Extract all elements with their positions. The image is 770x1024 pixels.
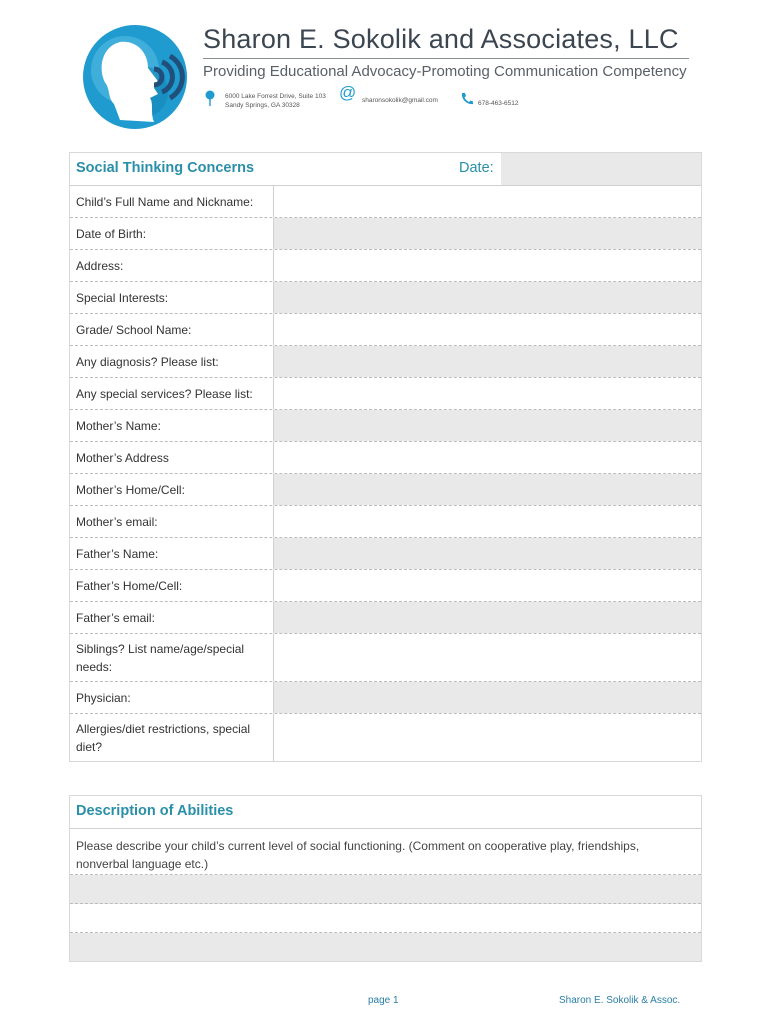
form-row	[70, 282, 701, 314]
date-label: Date:	[459, 160, 494, 176]
field-label: Father’s email:	[70, 602, 274, 633]
address-line-2: Sandy Springs, GA 30328	[225, 102, 300, 109]
contact-address	[225, 92, 326, 110]
siblings-field[interactable]	[274, 634, 701, 681]
abilities-section	[69, 795, 702, 962]
field-label: Siblings? List name/age/special needs:	[70, 634, 274, 681]
form-row	[70, 570, 701, 602]
company-tagline: Providing Educational Advocacy-Promoting Communication Competency	[203, 63, 687, 80]
form-row	[70, 186, 701, 218]
field-label: Date of Birth:	[70, 218, 274, 249]
abilities-section-header	[70, 796, 701, 829]
special-interests-field[interactable]	[274, 282, 701, 313]
field-label: Address:	[70, 250, 274, 281]
field-label: Mother’s Name:	[70, 410, 274, 441]
field-label: Physician:	[70, 682, 274, 713]
mother-email-field[interactable]	[274, 506, 701, 537]
address-field[interactable]	[274, 250, 701, 281]
form-row	[70, 218, 701, 250]
grade-school-field[interactable]	[274, 314, 701, 345]
form-row	[70, 250, 701, 282]
field-label: Father’s Home/Cell:	[70, 570, 274, 601]
mother-phone-field[interactable]	[274, 474, 701, 505]
allergies-field[interactable]	[274, 714, 701, 761]
form-row	[70, 314, 701, 346]
mother-address-field[interactable]	[274, 442, 701, 473]
section-title: Social Thinking Concerns	[76, 160, 255, 176]
field-label: Mother’s Home/Cell:	[70, 474, 274, 505]
phone-icon	[460, 92, 474, 106]
abilities-answer-line[interactable]	[70, 933, 701, 961]
letterhead	[0, 0, 770, 140]
field-label: Child’s Full Name and Nickname:	[70, 186, 274, 217]
dob-field[interactable]	[274, 218, 701, 249]
form-row	[70, 538, 701, 570]
child-name-field[interactable]	[274, 186, 701, 217]
field-label: Mother’s Address	[70, 442, 274, 473]
father-phone-field[interactable]	[274, 570, 701, 601]
field-label: Father’s Name:	[70, 538, 274, 569]
field-label: Any diagnosis? Please list:	[70, 346, 274, 377]
form-row	[70, 410, 701, 442]
email-text: sharonsokolik@gmail.com	[362, 97, 438, 104]
contact-phone	[478, 99, 518, 108]
form-row	[70, 682, 701, 714]
company-name: Sharon E. Sokolik and Associates, LLC	[203, 24, 679, 54]
field-label: Grade/ School Name:	[70, 314, 274, 345]
contact-email	[339, 83, 438, 105]
date-field[interactable]	[501, 153, 701, 185]
logo-head-sound-icon	[80, 22, 190, 132]
form-row	[70, 714, 701, 761]
social-thinking-form	[69, 152, 702, 762]
form-row	[70, 378, 701, 410]
abilities-answer-line[interactable]	[70, 875, 701, 904]
form-row	[70, 506, 701, 538]
special-services-field[interactable]	[274, 378, 701, 409]
abilities-answer-line[interactable]	[70, 904, 701, 933]
at-sign-icon: @	[339, 83, 357, 102]
form-row	[70, 634, 701, 682]
map-pin-icon	[205, 90, 215, 106]
form-row	[70, 602, 701, 634]
physician-field[interactable]	[274, 682, 701, 713]
father-name-field[interactable]	[274, 538, 701, 569]
diagnosis-field[interactable]	[274, 346, 701, 377]
form-row	[70, 442, 701, 474]
header-rule	[203, 58, 689, 59]
form-row	[70, 474, 701, 506]
page-number: page 1	[368, 995, 399, 1006]
social-section-header	[70, 153, 701, 186]
abilities-prompt: Please describe your child’s current level of social functioning. (Comment on cooperative play, friendships, nonverbal language etc.)	[70, 829, 701, 875]
mother-name-field[interactable]	[274, 410, 701, 441]
field-label: Mother’s email:	[70, 506, 274, 537]
section-title: Description of Abilities	[76, 803, 234, 819]
field-label: Allergies/diet restrictions, special diet?	[70, 714, 274, 761]
field-label: Special Interests:	[70, 282, 274, 313]
form-row	[70, 346, 701, 378]
address-line-1: 6000 Lake Forrest Drive, Suite 103	[225, 93, 326, 100]
father-email-field[interactable]	[274, 602, 701, 633]
footer-name: Sharon E. Sokolik & Assoc.	[559, 995, 681, 1006]
phone-text: 678-463-6512	[478, 100, 519, 107]
field-label: Any special services? Please list:	[70, 378, 274, 409]
